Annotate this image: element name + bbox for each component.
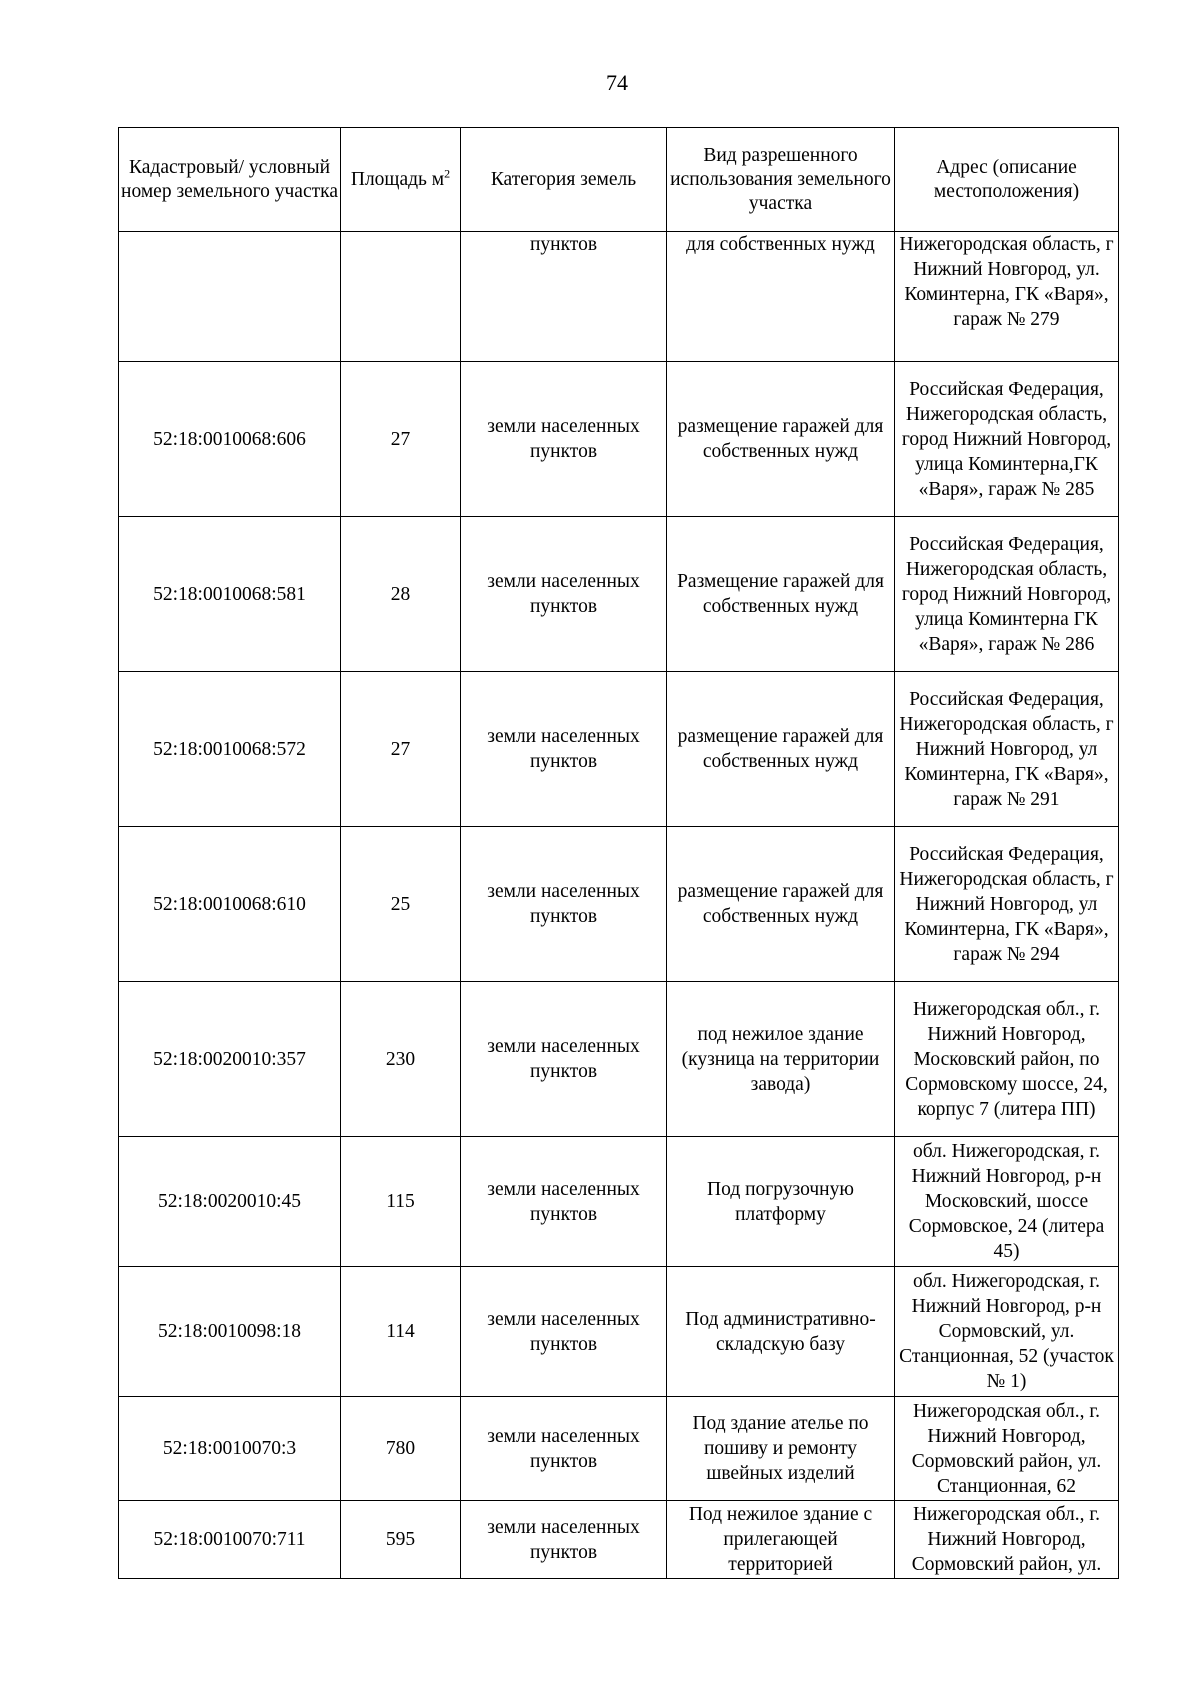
cell-use: Под погрузочную платформу — [667, 1137, 895, 1267]
cell-cadastral: 52:18:0010068:606 — [119, 362, 341, 517]
cell-address: Нижегородская обл., г. Нижний Новгород, Сормовский район, ул. Станционная, 62 — [895, 1397, 1119, 1501]
page-number: 74 — [606, 70, 628, 95]
cell-cadastral: 52:18:0020010:45 — [119, 1137, 341, 1267]
table-row-continuation — [119, 232, 1119, 362]
cell-cadastral: 52:18:0010070:711 — [119, 1501, 341, 1579]
cell-cadastral: 52:18:0010068:572 — [119, 672, 341, 827]
header-cadastral: Кадастровый/ условный номер земельного участка — [119, 128, 341, 232]
table-row — [119, 982, 1119, 1137]
cell-cadastral: 52:18:0010068:610 — [119, 827, 341, 982]
cell-address: Нижегородская обл., г. Нижний Новгород, Сормовский район, ул. — [895, 1501, 1119, 1579]
cell-category: земли населенных пунктов — [461, 827, 667, 982]
table-row — [119, 1501, 1119, 1579]
cell-use: Под административно-складскую базу — [667, 1267, 895, 1397]
cell-area: 780 — [341, 1397, 461, 1501]
cell-use: размещение гаражей для собственных нужд — [667, 362, 895, 517]
header-area-label: Площадь м — [350, 168, 445, 190]
cell-address: обл. Нижегородская, г. Нижний Новгород, р-н Сормовский, ул. Станционная, 52 (участок № 1) — [895, 1267, 1119, 1397]
cell-use: Размещение гаражей для собственных нужд — [667, 517, 895, 672]
cell-use: под нежилое здание (кузница на территории завода) — [667, 982, 895, 1137]
cell-category: земли населенных пунктов — [461, 517, 667, 672]
cell-use: Под нежилое здание с прилегающей территорией — [667, 1501, 895, 1579]
header-address: Адрес (описание местоположения) — [895, 128, 1119, 232]
cell-area: 230 — [341, 982, 461, 1137]
cell-address: Нижегородская обл., г. Нижний Новгород, Московский район, по Сормовскому шоссе, 24, корпус 7 (литера ПП) — [895, 982, 1119, 1137]
cell-category: земли населенных пунктов — [461, 1501, 667, 1579]
land-plots-table — [118, 127, 1119, 1579]
cell-cadastral: 52:18:0010070:3 — [119, 1397, 341, 1501]
cell-address: Российская Федерация, Нижегородская область, г Нижний Новгород, ул Коминтерна, ГК «Варя», гараж № 294 — [895, 827, 1119, 982]
cell-category: земли населенных пунктов — [461, 1137, 667, 1267]
header-category: Категория земель — [461, 128, 667, 232]
cell-address: Российская Федерация, Нижегородская область, город Нижний Новгород, улица Коминтерна ГК «Варя», гараж № 286 — [895, 517, 1119, 672]
table-row — [119, 1137, 1119, 1267]
table-row — [119, 827, 1119, 982]
header-area — [341, 128, 461, 232]
cell-area: 115 — [341, 1137, 461, 1267]
table-row — [119, 1397, 1119, 1501]
header-use: Вид разрешенного использования земельного участка — [667, 128, 895, 232]
table-row — [119, 362, 1119, 517]
cell-area: 114 — [341, 1267, 461, 1397]
cell-category: земли населенных пунктов — [461, 1267, 667, 1397]
cell-area: 28 — [341, 517, 461, 672]
table-row — [119, 1267, 1119, 1397]
cell-category: земли населенных пунктов — [461, 362, 667, 517]
cell-area: 27 — [341, 362, 461, 517]
cell-category: земли населенных пунктов — [461, 982, 667, 1137]
table-header-row — [119, 128, 1119, 232]
cell-address: Российская Федерация, Нижегородская область, г Нижний Новгород, ул Коминтерна, ГК «Варя», гараж № 291 — [895, 672, 1119, 827]
cell-use: размещение гаражей для собственных нужд — [667, 827, 895, 982]
cell-address: Нижегородская область, г Нижний Новгород, ул. Коминтерна, ГК «Варя», гараж № 279 — [895, 232, 1119, 362]
cell-address: обл. Нижегородская, г. Нижний Новгород, р-н Московский, шоссе Сормовское, 24 (литера 45) — [895, 1137, 1119, 1267]
cell-use: Под здание ателье по пошиву и ремонту швейных изделий — [667, 1397, 895, 1501]
cell-area: 595 — [341, 1501, 461, 1579]
cell-area: 25 — [341, 827, 461, 982]
cell-area: 27 — [341, 672, 461, 827]
cell-use: для собственных нужд — [667, 232, 895, 362]
cell-cadastral: 52:18:0020010:357 — [119, 982, 341, 1137]
cell-use: размещение гаражей для собственных нужд — [667, 672, 895, 827]
cell-category: земли населенных пунктов — [461, 1397, 667, 1501]
cell-cadastral: 52:18:0010098:18 — [119, 1267, 341, 1397]
cell-category: пунктов — [461, 232, 667, 362]
cell-cadastral — [119, 232, 341, 362]
cell-category: земли населенных пунктов — [461, 672, 667, 827]
table-row — [119, 672, 1119, 827]
cell-address: Российская Федерация, Нижегородская область, город Нижний Новгород, улица Коминтерна,ГК «Варя», гараж № 285 — [895, 362, 1119, 517]
table-row — [119, 517, 1119, 672]
header-area-sup: 2 — [444, 166, 451, 180]
cell-cadastral: 52:18:0010068:581 — [119, 517, 341, 672]
cell-area — [341, 232, 461, 362]
